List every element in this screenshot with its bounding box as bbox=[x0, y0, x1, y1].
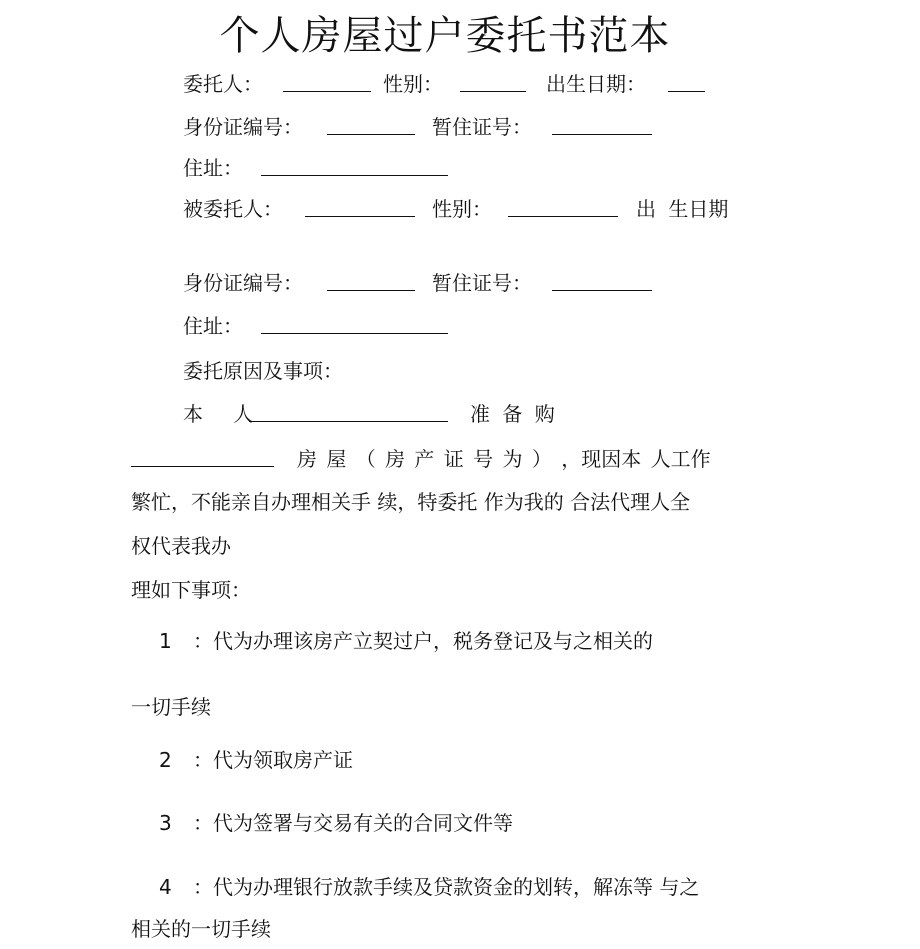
principal-gender-label: 性别： bbox=[383, 72, 443, 96]
principal-birth-blank[interactable] bbox=[668, 91, 705, 92]
item-number: 3 bbox=[159, 811, 172, 835]
principal-name-label: 委托人： bbox=[183, 72, 263, 96]
agent-address-label: 住址： bbox=[183, 314, 243, 338]
agent-gender-blank[interactable] bbox=[508, 216, 618, 217]
agent-temp-id-blank[interactable] bbox=[552, 290, 652, 291]
body-self: 本 人 bbox=[183, 402, 266, 426]
body-line-4: 理如下事项： bbox=[131, 578, 251, 602]
item-continuation: 相关的一切手续 bbox=[131, 917, 271, 941]
body-row-2 bbox=[131, 444, 761, 474]
item-number: 2 bbox=[159, 748, 172, 772]
principal-address-label: 住址： bbox=[183, 156, 243, 180]
item-text: ：代为办理银行放款手续及贷款资金的划转，解冻等 与之 bbox=[193, 875, 700, 899]
body-house-blank[interactable] bbox=[131, 466, 274, 467]
list-item-3 bbox=[131, 808, 761, 838]
principal-row-2 bbox=[183, 112, 743, 142]
principal-row-1 bbox=[183, 69, 743, 99]
item-continuation: 一切手续 bbox=[131, 695, 211, 719]
agent-birth-label: 出 生日期 bbox=[636, 197, 729, 221]
principal-address-blank[interactable] bbox=[261, 175, 448, 176]
agent-row-3 bbox=[183, 311, 743, 341]
body-line-3: 权代表我办 bbox=[131, 534, 231, 558]
principal-name-blank[interactable] bbox=[283, 91, 371, 92]
body-house-location-blank[interactable] bbox=[249, 421, 448, 422]
item-text: ：代为领取房产证 bbox=[193, 748, 353, 772]
principal-row-3 bbox=[183, 153, 743, 183]
agent-id-label: 身份证编号： bbox=[183, 271, 303, 295]
list-item-4 bbox=[131, 872, 761, 902]
agent-name-label: 被委托人： bbox=[183, 197, 283, 221]
item-number: 1 bbox=[159, 629, 172, 653]
principal-temp-id-label: 暂住证号： bbox=[432, 115, 532, 139]
principal-id-label: 身份证编号： bbox=[183, 115, 303, 139]
agent-gender-label: 性别： bbox=[432, 197, 492, 221]
agent-address-blank[interactable] bbox=[261, 333, 448, 334]
list-item-1 bbox=[131, 626, 761, 656]
body-plan-buy: 准 备 购 bbox=[470, 402, 555, 426]
principal-id-blank[interactable] bbox=[327, 134, 415, 135]
agent-row-1 bbox=[183, 194, 753, 224]
agent-id-blank[interactable] bbox=[327, 290, 415, 291]
document-title: 个人房屋过户委托书范本 bbox=[219, 13, 671, 59]
agent-row-2 bbox=[183, 268, 743, 298]
list-item-1-continuation bbox=[131, 692, 761, 722]
item-number: 4 bbox=[159, 875, 172, 899]
list-item-4-continuation bbox=[131, 914, 761, 944]
principal-birth-label: 出生日期： bbox=[546, 72, 646, 96]
list-item-2 bbox=[131, 745, 761, 775]
body-line-2: 繁忙，不能亲自办理相关手 续，特委托 作为我的 合法代理人全 bbox=[131, 490, 691, 514]
principal-temp-id-blank[interactable] bbox=[552, 134, 652, 135]
item-text: ：代为签署与交易有关的合同文件等 bbox=[193, 811, 513, 835]
matters-heading: 委托原因及事项： bbox=[183, 359, 343, 383]
agent-name-blank[interactable] bbox=[305, 216, 415, 217]
body-house-cert-text: 房 屋 （ 房 产 证 号 为 ） ，现因本 人工作 bbox=[297, 447, 711, 471]
principal-gender-blank[interactable] bbox=[460, 91, 526, 92]
body-row-1 bbox=[183, 399, 743, 429]
matters-heading-row bbox=[183, 356, 743, 386]
item-text: ：代为办理该房产立契过户，税务登记及与之相关的 bbox=[193, 629, 653, 653]
agent-temp-id-label: 暂住证号： bbox=[432, 271, 532, 295]
